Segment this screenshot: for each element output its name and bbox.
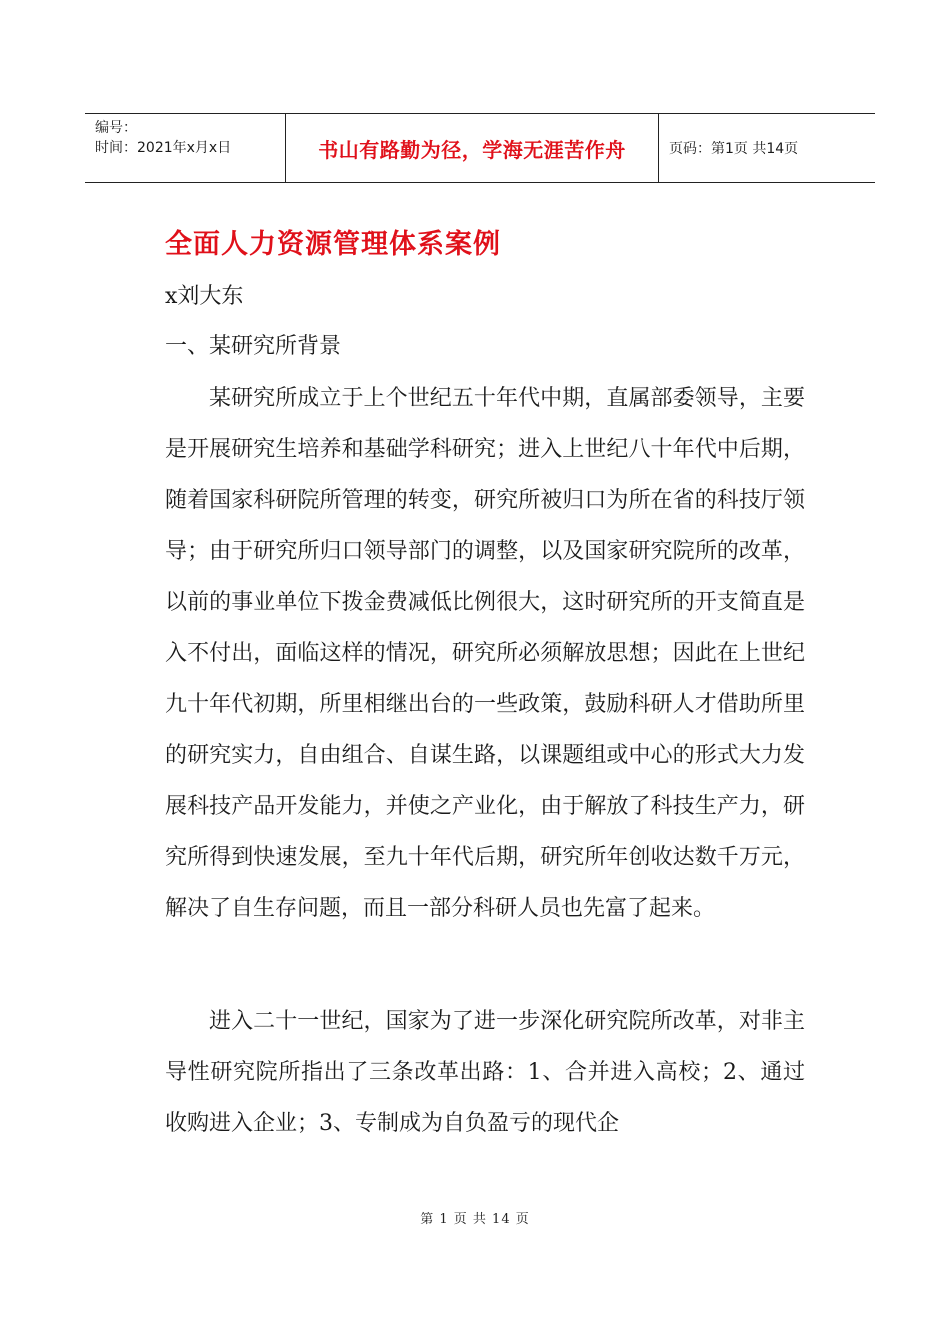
document-title: 全面人力资源管理体系案例 (165, 229, 501, 260)
author-line: x刘大东 (165, 284, 244, 309)
motto-text: 书山有路勤为径，学海无涯苦作舟 (318, 137, 626, 162)
page-footer: 第 1 页 共 14 页 (420, 1212, 530, 1227)
time-label: 时间：2021年x月x日 (95, 140, 232, 156)
number-label: 编号： (95, 120, 137, 136)
header-meta-cell (85, 114, 286, 182)
header-page-cell (659, 114, 875, 182)
header-motto-cell (286, 114, 659, 182)
header-table (85, 113, 875, 183)
paragraph-1: 某研究所成立于上个世纪五十年代中期，直属部委领导，主要是开展研究生培养和基础学科研究；进入上世纪八十年代中后期，随着国家科研院所管理的转变，研究所被归口为所在省的科技厅领导；由于研究所归口领导部门的调整，以及国家研究院所的改革，以前的事业单位下拨金费减低比例很大，这时研究所的开支简直是入不付出，面临这样的情况，研究所必须解放思想；因此在上世纪九十年代初期，所里相继出台的一些政策，鼓励科研人才借助所里的研究实力，自由组合、自谋生路，以课题组或中心的形式大力发展科技产品开发能力，并使之产业化，由于解放了科技生产力，研究所得到快速发展，至九十年代后期，研究所年创收达数千万元，解决了自生存问题，而且一部分科研人员也先富了起来。 (165, 386, 805, 921)
paragraph-2: 进入二十一世纪，国家为了进一步深化研究院所改革，对非主导性研究院所指出了三条改革出路：1、合并进入高校；2、通过收购进入企业；3、专制成为自负盈亏的现代企 (165, 1009, 805, 1136)
section-heading: 一、某研究所背景 (165, 334, 342, 359)
page-info: 页码：第1页 共14页 (669, 141, 799, 157)
